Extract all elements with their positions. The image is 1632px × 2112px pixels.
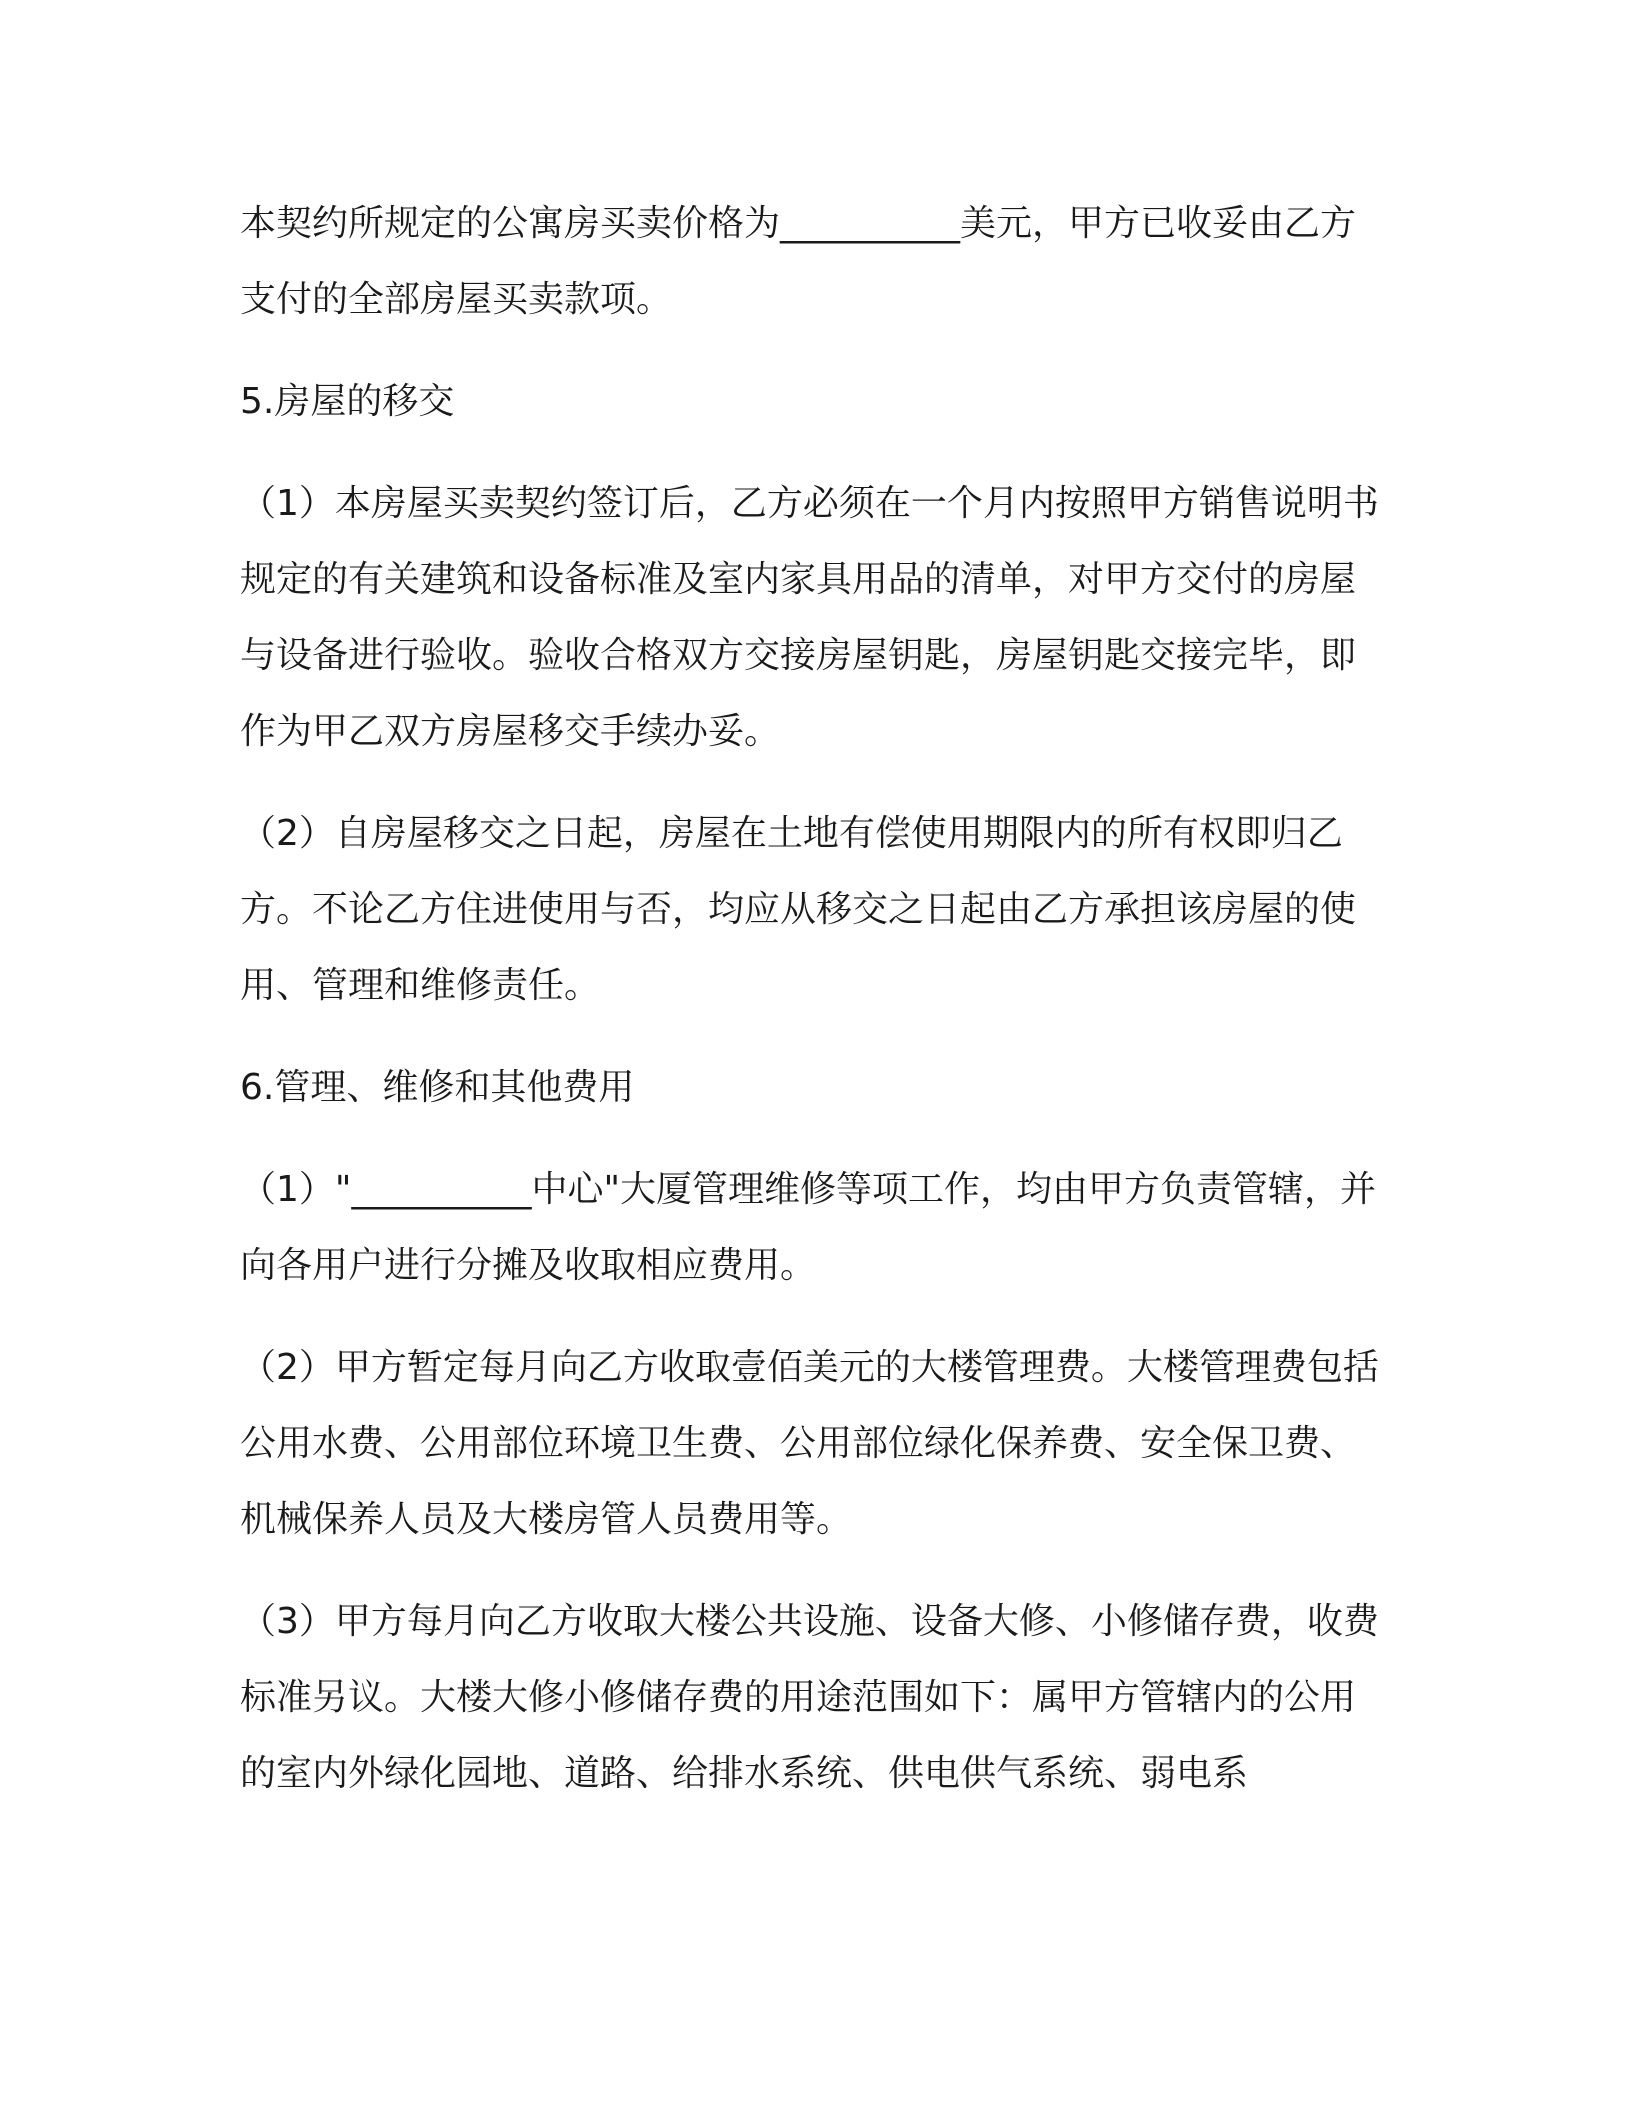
paragraph-management-3: （3）甲方每月向乙方收取大楼公共设施、设备大修、小修储存费，收费标准另议。大楼大修小修储存费的用途范围如下：属甲方管辖内的公用的室内外绿化园地、道路、给排水系统、供电供气系统、弱电系 <box>240 1601 1379 1794</box>
paragraph-management-2: （2）甲方暂定每月向乙方收取壹佰美元的大楼管理费。大楼管理费包括公用水费、公用部位环境卫生费、公用部位绿化保养费、安全保卫费、机械保养人员及大楼房管人员费用等。 <box>240 1347 1379 1540</box>
paragraph-handover-2: （2）自房屋移交之日起，房屋在土地有偿使用期限内的所有权即归乙方。不论乙方住进使用与否，均应从移交之日起由乙方承担该房屋的使用、管理和维修责任。 <box>240 813 1357 1006</box>
paragraph-handover-1: （1）本房屋买卖契约签订后，乙方必须在一个月内按照甲方销售说明书规定的有关建筑和设备标准及室内家具用品的清单，对甲方交付的房屋与设备进行验收。验收合格双方交接房屋钥匙，房屋钥匙交接完毕，即作为甲乙双方房屋移交手续办妥。 <box>240 483 1379 752</box>
section-heading-management: 6.管理、维修和其他费用 <box>240 1067 635 1108</box>
document-body <box>240 186 1390 1838</box>
paragraph-management-1: （1）"__________中心"大厦管理维修等项工作，均由甲方负责管辖，并向各用户进行分摊及收取相应费用。 <box>240 1169 1377 1286</box>
paragraph-price: 本契约所规定的公寓房买卖价格为__________美元，甲方已收妥由乙方支付的全部房屋买卖款项。 <box>240 203 1357 320</box>
section-heading-handover: 5.房屋的移交 <box>240 381 455 422</box>
